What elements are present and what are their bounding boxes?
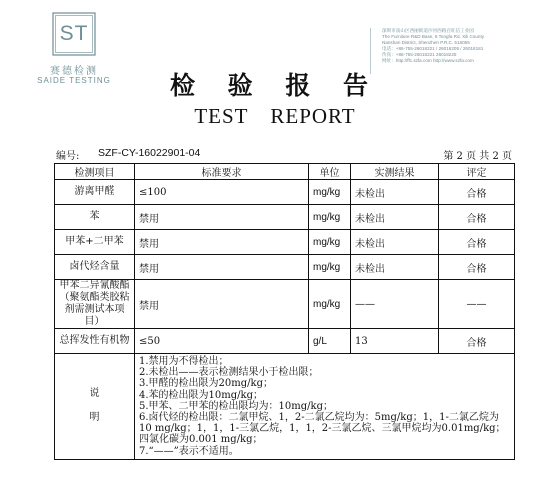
cell-rating: 合格 [439, 255, 515, 280]
header-item: 检测项目 [55, 164, 135, 180]
cell-result: 13 [351, 329, 439, 354]
cell-standard: 禁用 [135, 230, 309, 255]
cell-rating: 合格 [439, 230, 515, 255]
notes-label-part: 明 [89, 412, 100, 424]
cell-standard: 禁用 [135, 280, 309, 329]
brand-name-cn: 赛德检测 [50, 66, 98, 77]
table-row [55, 205, 515, 230]
cell-rating: —— [439, 280, 515, 329]
table-row [55, 230, 515, 255]
cell-item: 游离甲醛 [55, 180, 135, 205]
note-line: 2.未检出——表示检测结果小于检出限； [139, 367, 319, 379]
cell-standard: 禁用 [135, 255, 309, 280]
address-block [382, 28, 547, 65]
cell-result: 未检出 [351, 205, 439, 230]
report-title-en: TEST REPORT [194, 104, 356, 128]
phone-line: 电话：+86-755-26018221 / 26016205 / 26018181 [382, 46, 484, 52]
logo-letters: ST [59, 22, 89, 45]
cell-result: 未检出 [351, 230, 439, 255]
cell-item: 总挥发性有机物 [55, 329, 135, 354]
page-indicator: 第 2 页 共 2 页 [443, 151, 512, 162]
report-number: SZF-CY-16022901-04 [98, 147, 201, 159]
website-line: 网址：http://ffc.szfa.com http://www.szfa.com [382, 58, 474, 64]
notes-label [55, 354, 135, 460]
logo-mark [52, 12, 96, 56]
cell-unit: g/L [309, 329, 351, 354]
address-line: Nanshan District, Shenzhen P.R.C. 518055 [382, 40, 470, 46]
address-line: The Furniture R&D Base, 8 Tongfa Rd. Xili County [382, 34, 485, 40]
cell-rating: 合格 [439, 180, 515, 205]
fax-line: 传真：+86-755-26018221 26018225 [382, 52, 457, 58]
cell-result: 未检出 [351, 180, 439, 205]
notes-label-part: 说 [89, 388, 100, 400]
header-result: 实测结果 [351, 164, 439, 180]
cell-rating: 合格 [439, 205, 515, 230]
cell-result: —— [351, 280, 439, 329]
cell-standard: 禁用 [135, 205, 309, 230]
note-line: 3.甲醛的检出限为20mg/kg； [139, 378, 273, 390]
header-rating: 评定 [439, 164, 515, 180]
cell-unit: mg/kg [309, 230, 351, 255]
cell-unit: mg/kg [309, 205, 351, 230]
note-line: 7.“——”表示不适用。 [139, 445, 239, 457]
report-meta [56, 147, 512, 161]
cell-rating: 合格 [439, 329, 515, 354]
note-line: 5.甲苯、二甲苯的检出限均为：10mg/kg； [139, 400, 333, 412]
cell-item: 苯 [55, 205, 135, 230]
table-row [55, 255, 515, 280]
report-number-label: 编号: [56, 151, 80, 162]
notes-row [55, 354, 515, 460]
cell-unit: mg/kg [309, 280, 351, 329]
note-line: 6.卤代烃的检出限：二氯甲烷、1，2-二氯乙烷均为：5mg/kg；1，1-二氯乙烷为10 mg/kg；1，1，1-三氯乙烷，1，1，2-三氯乙烷、三氯甲烷均为0.01mg/kg；四氯化碳为0.001 mg/kg； [139, 412, 506, 446]
table-row [55, 329, 515, 354]
table-header-row [55, 164, 515, 180]
header-unit: 单位 [309, 164, 351, 180]
cell-unit: mg/kg [309, 180, 351, 205]
report-title-cn: 检 验 报 告 [169, 71, 381, 100]
cell-result: 未检出 [351, 255, 439, 280]
note-line: 1.禁用为不得检出； [139, 356, 229, 367]
cell-item: 甲苯二异氰酸酯（聚氨酯类胶粘剂需测试本项目） [55, 280, 135, 329]
address-line: 深圳市南山区西丽街道沙河西路百旺信工业园 [382, 28, 474, 33]
header-standard: 标准要求 [135, 164, 309, 180]
cell-unit: mg/kg [309, 255, 351, 280]
table-row [55, 280, 515, 329]
note-line: 4.苯的检出限为10mg/kg； [139, 389, 263, 401]
test-results-table [54, 163, 515, 460]
cell-item: 甲苯+二甲苯 [55, 230, 135, 255]
notes-content [135, 354, 515, 460]
cell-standard: ≤50 [135, 329, 309, 354]
cell-item: 卤代烃含量 [55, 255, 135, 280]
brand-name-en: SAIDE TESTING [37, 76, 111, 85]
cell-standard: ≤100 [135, 180, 309, 205]
table-row [55, 180, 515, 205]
